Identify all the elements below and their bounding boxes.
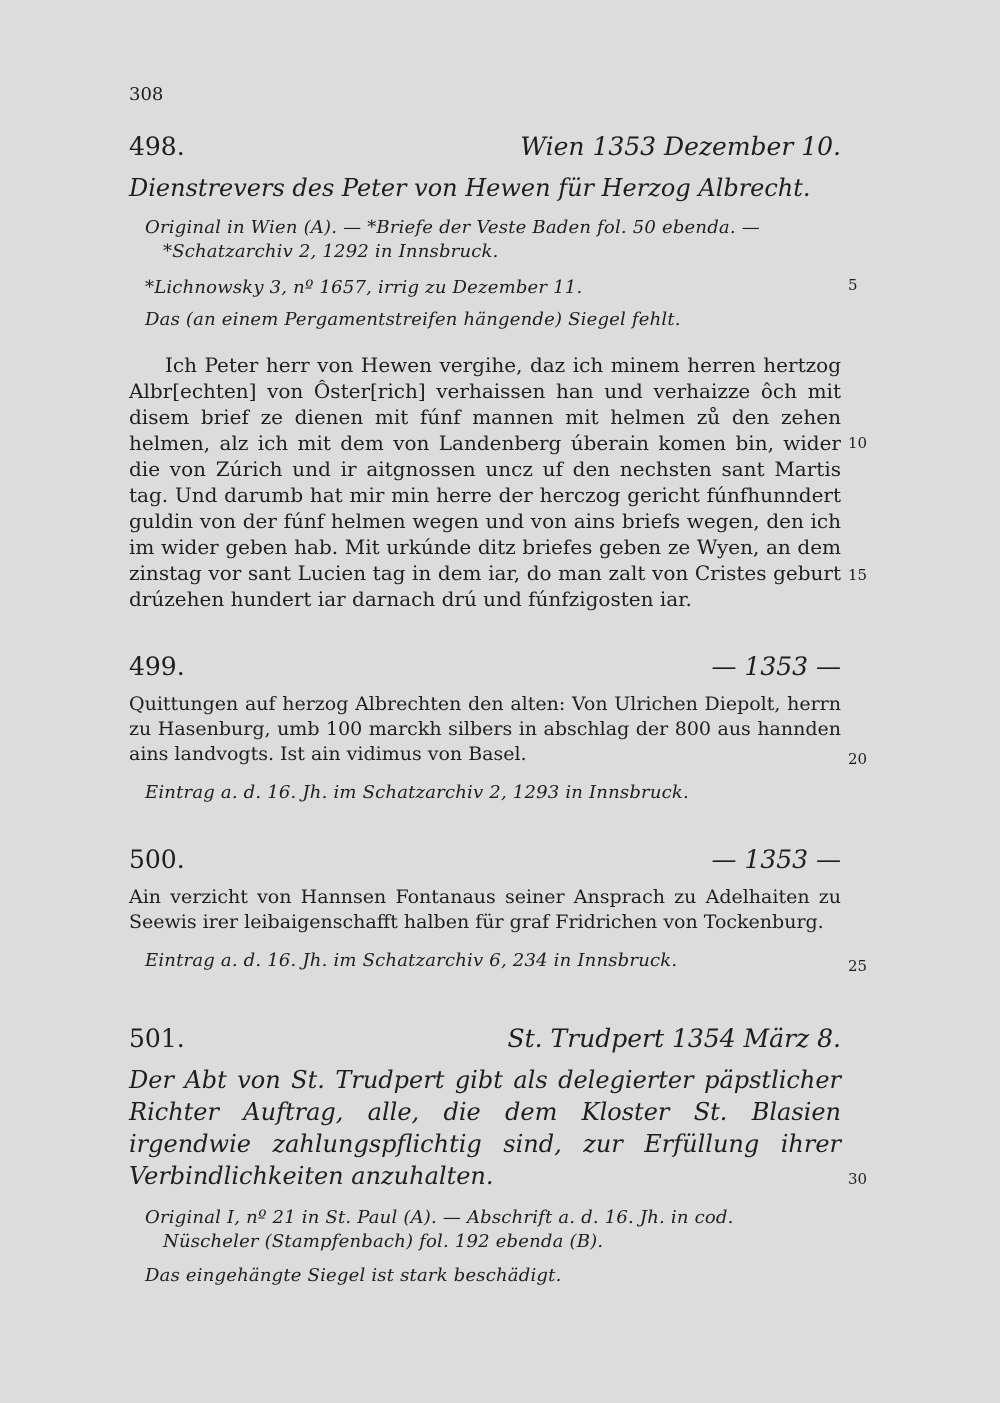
entry-number: 500. [129, 845, 185, 874]
line-number: 20 [848, 750, 868, 768]
line-number: 25 [848, 957, 868, 975]
source-note: Eintrag a. d. 16. Jh. im Schatzarchiv 6, 234 in Innsbruck. [145, 950, 678, 971]
entry-date: Wien 1353 Dezember 10. [520, 132, 841, 161]
entry-regest: Ain verzicht von Hannsen Fontanaus seiner Ansprach zu Adelhaiten zu Seewis irer leibaigenschafft halben für graf Fridrichen von Tockenburg. [129, 886, 841, 933]
source-note: Nüscheler (Stampfenbach) fol. 192 ebenda (B). [163, 1231, 604, 1252]
entry-date: — 1353 — [711, 845, 841, 874]
entry-number: 498. [129, 132, 185, 161]
entry-number: 501. [129, 1024, 185, 1053]
entry-regest: Dienstrevers des Peter von Hewen für Herzog Albrecht. [129, 174, 811, 202]
entry-number: 499. [129, 652, 185, 681]
source-note: Original I, nº 21 in St. Paul (A). — Abschrift a. d. 16. Jh. in cod. [145, 1207, 734, 1228]
source-note: *Schatzarchiv 2, 1292 in Innsbruck. [163, 241, 499, 262]
seal-note: Das (an einem Pergamentstreifen hängende) Siegel fehlt. [145, 309, 681, 330]
page-number: 308 [129, 84, 164, 105]
document-text: Ich Peter herr von Hewen vergihe, daz ich minem herren hertzog Albr[echten] von Ôster[rich] verhaissen han und verhaizze ôch mit disem brief ze dienen mit fúnf mannen mit helmen zů den zehen helmen, alz ich mit dem von Landenberg úberain komen bin, wider die von Zúrich und ir aitgnossen uncz uf den nechsten sant Martis tag. Und darumb hat mir min herre der herczog gericht fúnfhunndert guldin von der fúnf helmen wegen und von ains briefs wegen, den ich im wider geben hab. Mit urkúnde ditz briefes geben ze Wyen, an dem zinstag vor sant Lucien tag in dem iar, do man zalt von Cristes geburt drúzehen hundert iar darnach drú und fúnfzigosten iar. [129, 353, 841, 611]
entry-498 [129, 132, 841, 612]
line-number: 5 [848, 276, 858, 294]
source-note: *Lichnowsky 3, nº 1657, irrig zu Dezember 11. [145, 277, 583, 298]
entry-date: — 1353 — [711, 652, 841, 681]
entry-regest: Quittungen auf herzog Albrechten den alten: Von Ulrichen Diepolt, herrn zu Hasenburg, umb 100 marckh silbers in abschlag der 800 aus hannden ains landvogts. Ist ain vidimus von Basel. [129, 693, 841, 765]
line-number: 15 [848, 566, 868, 584]
line-number: 10 [848, 434, 868, 452]
source-note: Eintrag a. d. 16. Jh. im Schatzarchiv 2, 1293 in Innsbruck. [145, 782, 689, 803]
entry-regest: Der Abt von St. Trudpert gibt als delegierter päpstlicher Richter Auftrag, alle, die dem Kloster St. Blasien irgendwie zahlungspflichtig sind, zur Erfüllung ihrer Verbindlichkeiten anzuhalten. [129, 1066, 841, 1190]
source-note: Original in Wien (A). — *Briefe der Veste Baden fol. 50 ebenda. — [145, 217, 760, 238]
entry-501 [129, 1024, 841, 1288]
seal-note: Das eingehängte Siegel ist stark beschädigt. [145, 1265, 562, 1286]
entry-date: St. Trudpert 1354 März 8. [507, 1024, 841, 1053]
entry-500 [129, 845, 841, 973]
entry-499 [129, 652, 841, 805]
line-number: 30 [848, 1170, 868, 1188]
